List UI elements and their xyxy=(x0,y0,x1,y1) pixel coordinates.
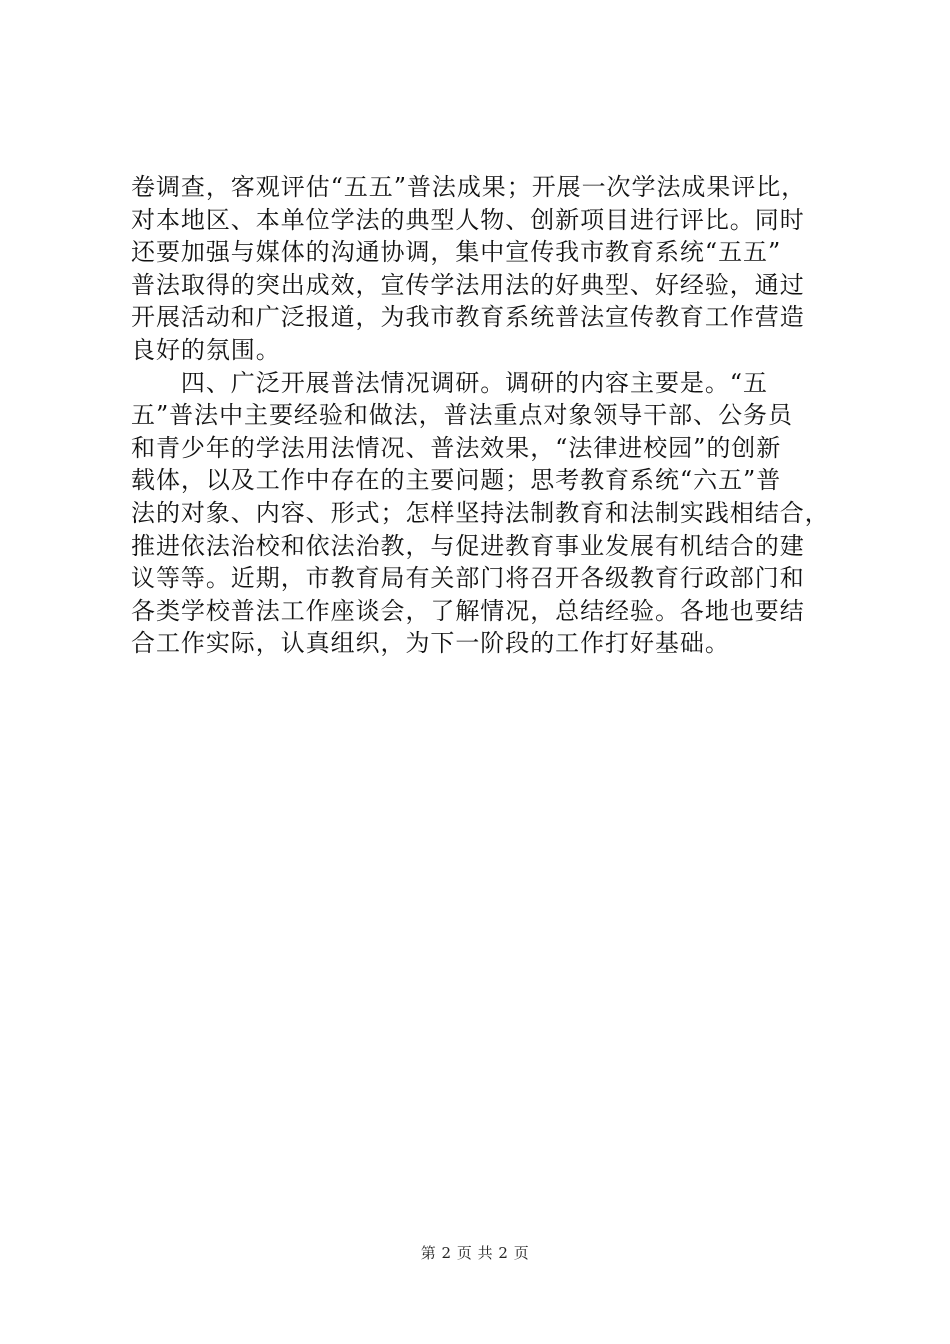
text-line: 四、广泛开展普法情况调研。调研的内容主要是。“五 xyxy=(131,368,768,397)
text-line: 推进依法治校和依法治教，与促进教育事业发展有机结合的建 xyxy=(131,531,805,560)
text-line: 对本地区、本单位学法的典型人物、创新项目进行评比。同时 xyxy=(131,205,805,234)
text-line: 还要加强与媒体的沟通协调，集中宣传我市教育系统“五五” xyxy=(131,238,782,267)
text-line: 五”普法中主要经验和做法，普法重点对象领导干部、公务员 xyxy=(131,401,793,430)
text-line: 合工作实际，认真组织，为下一阶段的工作打好基础。 xyxy=(131,629,730,658)
text-line: 载体，以及工作中存在的主要问题；思考教育系统“六五”普 xyxy=(131,466,782,495)
text-line: 卷调查，客观评估“五五”普法成果；开展一次学法成果评比， xyxy=(131,173,807,201)
body-text xyxy=(131,171,831,660)
text-line: 开展活动和广泛报道，为我市教育系统普法宣传教育工作营造 xyxy=(131,303,805,332)
text-line: 良好的氛围。 xyxy=(131,335,281,364)
text-line: 各类学校普法工作座谈会，了解情况，总结经验。各地也要结 xyxy=(131,596,805,625)
text-line: 法的对象、内容、形式；怎样坚持法制教育和法制实践相结合， xyxy=(131,498,830,527)
text-line: 普法取得的突出成效，宣传学法用法的好典型、好经验，通过 xyxy=(131,270,805,299)
text-line: 和青少年的学法用法情况、普法效果，“法律进校园”的创新 xyxy=(131,433,782,462)
text-line: 议等等。近期，市教育局有关部门将召开各级教育行政部门和 xyxy=(131,564,805,593)
page-number-footer: 第 2 页 共 2 页 xyxy=(420,1244,530,1262)
